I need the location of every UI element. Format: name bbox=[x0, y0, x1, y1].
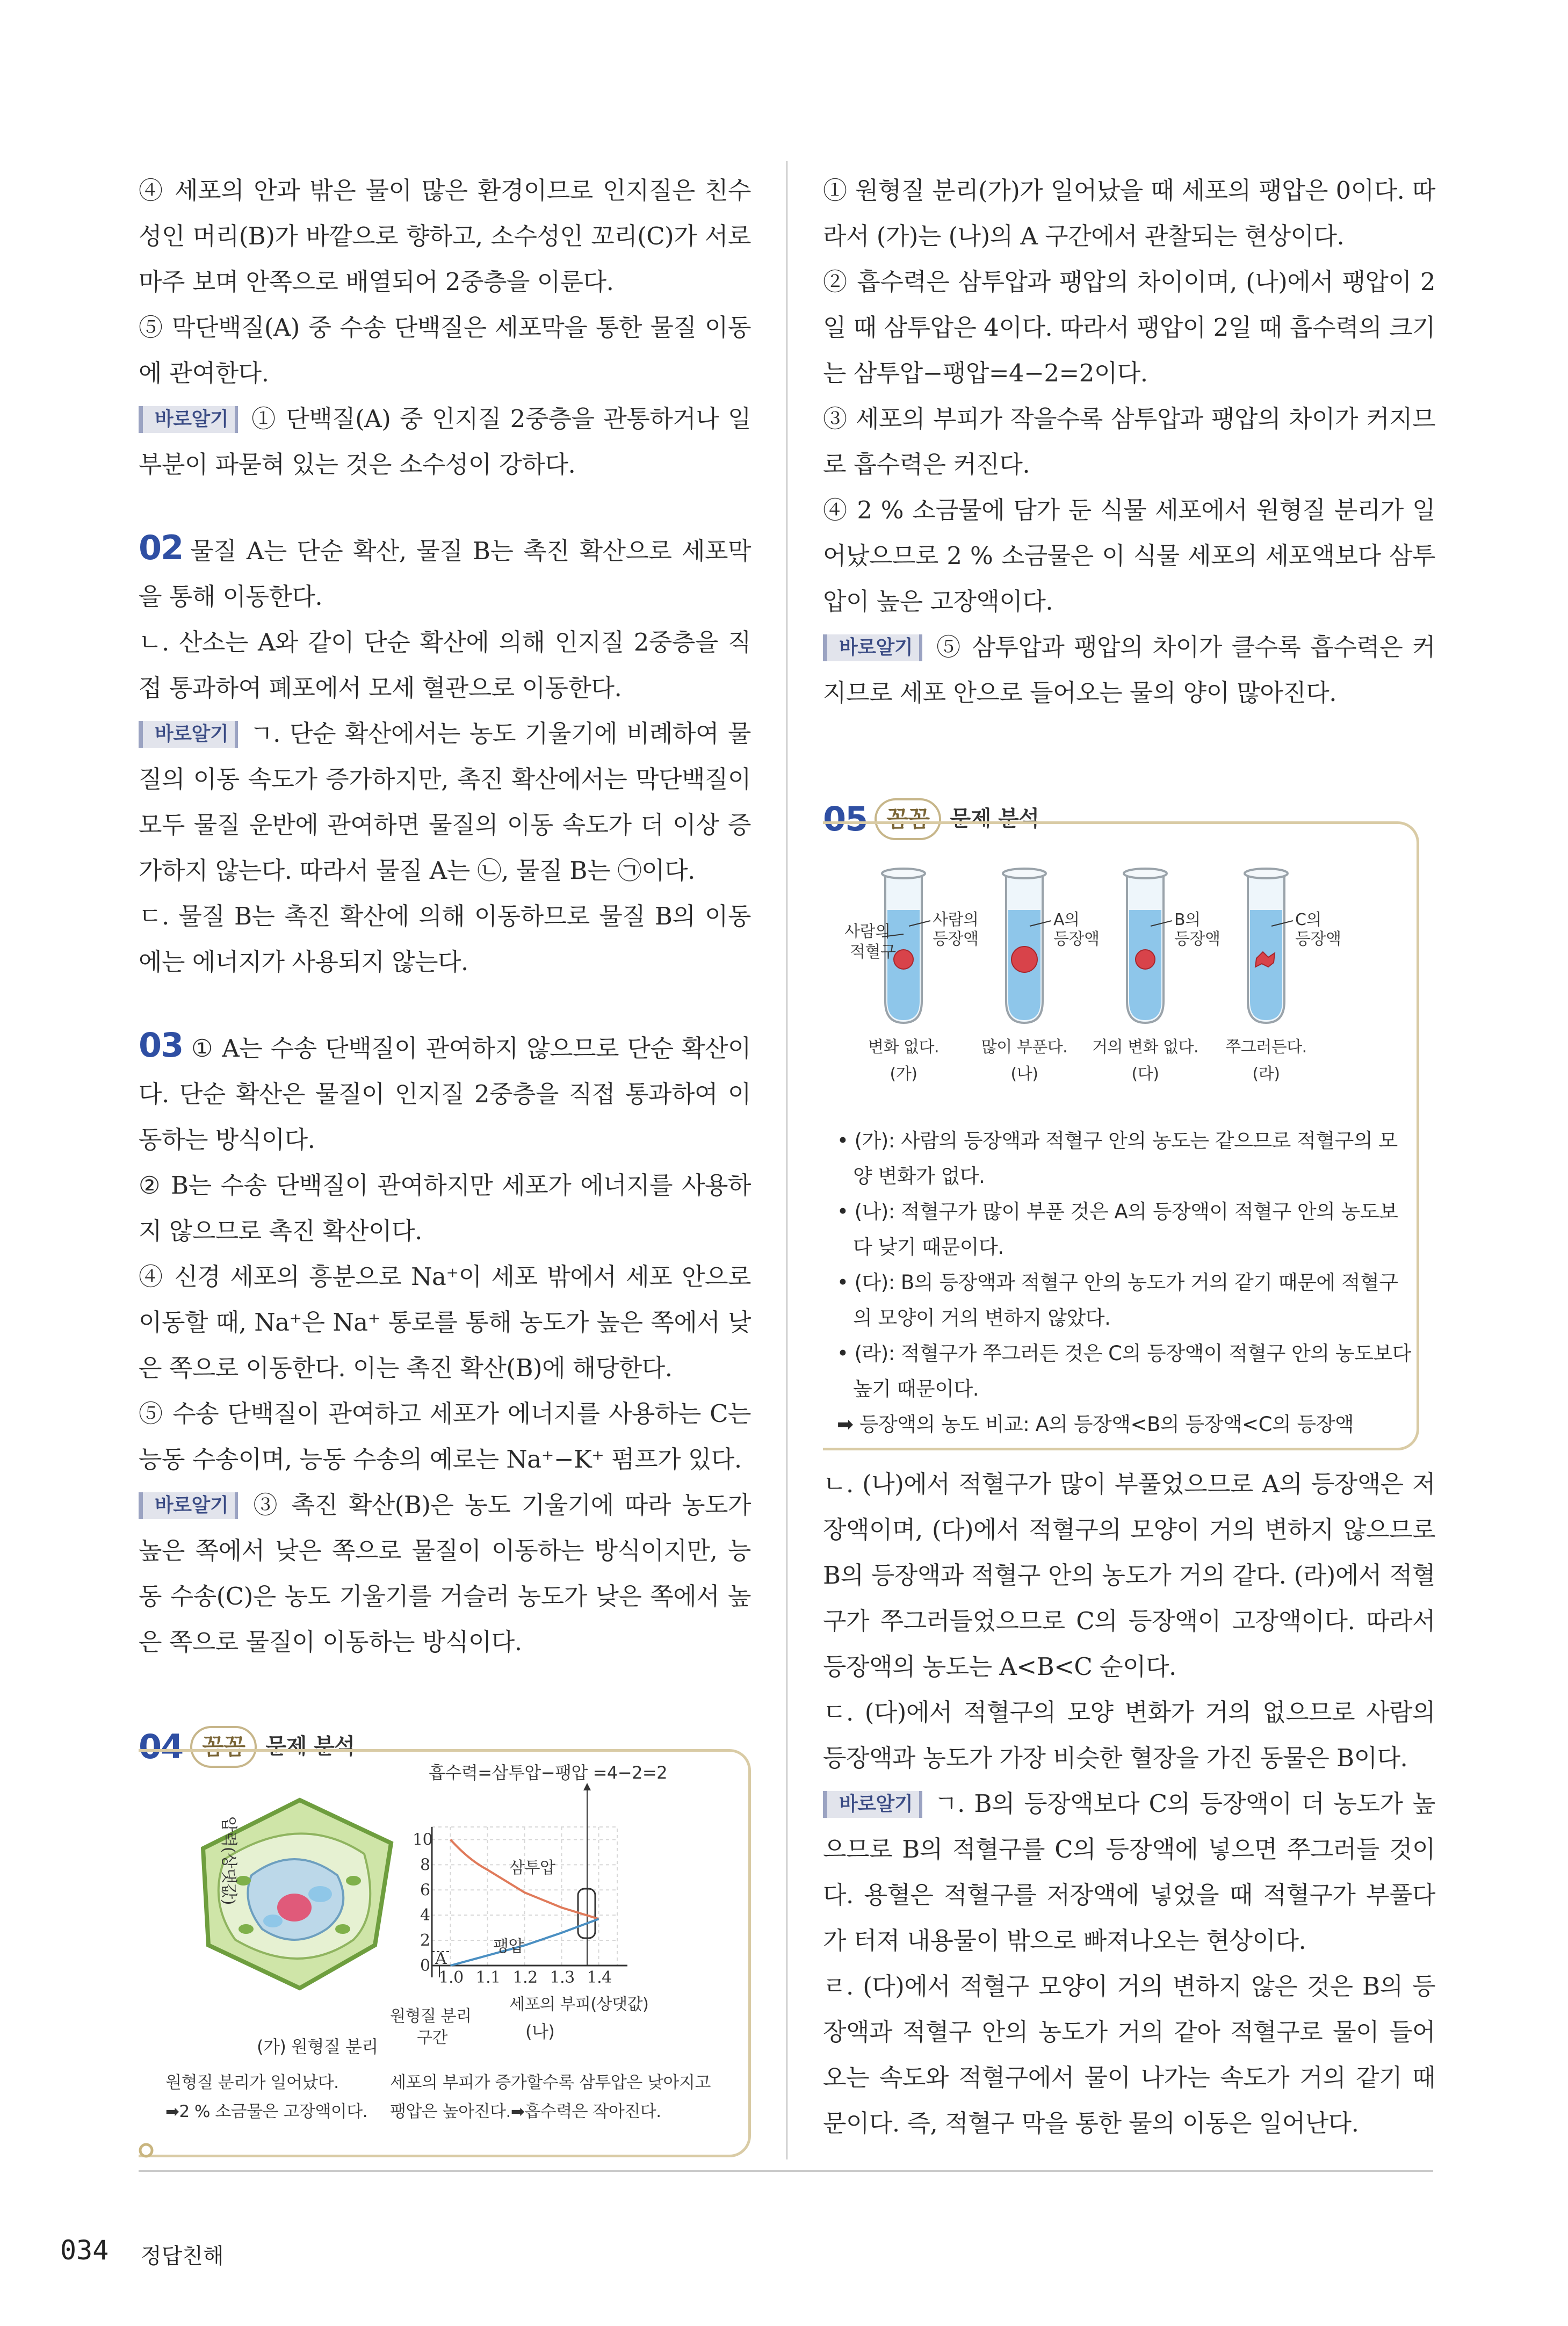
tube-result: 쭈그러든다. bbox=[1225, 1038, 1307, 1057]
y-tick-label: 8 bbox=[420, 1855, 430, 1875]
q02-number: 02 bbox=[139, 528, 183, 567]
plasmolysis-label: 원형질 분리 bbox=[390, 2007, 472, 2026]
correction-tag: 바로알기 bbox=[823, 1791, 922, 1818]
rbc-label: 사람의 적혈구 bbox=[844, 922, 896, 962]
fig-ga-caption: (가) 원형질 분리 bbox=[257, 2036, 378, 2057]
q02-intro bbox=[139, 525, 751, 619]
analysis-title: 문제 분석 bbox=[950, 806, 1039, 831]
solution-label: B의 등장액 bbox=[1174, 911, 1220, 949]
tube-result: 많이 부푼다. bbox=[981, 1038, 1068, 1057]
q03-section bbox=[139, 1022, 751, 1665]
bullet-da: • (다): B의 등장액과 적혈구 안의 농도가 거의 같기 때문에 적혈구의 모양이 거의 변하지 않았다. bbox=[837, 1271, 1398, 1330]
q01-item-5: ⑤ 막단백질(A) 중 수송 단백질은 세포막을 통한 물질 이동에 관여한다. bbox=[139, 313, 751, 387]
tube-label: (라) bbox=[1252, 1065, 1280, 1083]
tube-rim bbox=[882, 869, 925, 878]
left-column bbox=[139, 168, 751, 2157]
note-left-1: 원형질 분리가 일어났다. bbox=[165, 2073, 339, 2092]
y-tick-label: 0 bbox=[420, 1956, 430, 1975]
q05-number: 05 bbox=[823, 799, 868, 839]
box-corner-ornament bbox=[140, 2144, 152, 2156]
bullet-na: • (나): 적혈구가 많이 부푼 것은 A의 등장액이 적혈구 안의 농도보다 낮기 때문이다. bbox=[837, 1200, 1398, 1259]
q03-item-5: ⑤ 수송 단백질이 관여하고 세포가 에너지를 사용하는 C는 능동 수송이며, 능동 수송의 예로는 Na⁺−K⁺ 펌프가 있다. bbox=[139, 1399, 751, 1473]
q02-item-c: ㄷ. 물질 B는 촉진 확산에 의해 이동하므로 물질 B의 이동에는 에너지가 사용되지 않는다. bbox=[139, 902, 751, 976]
solution-label: C의 등장액 bbox=[1295, 911, 1341, 949]
q02-item-b: ㄴ. 산소는 A와 같이 단순 확산에 의해 인지질 2중층을 직접 통과하여 폐포에서 모세 혈관으로 이동한다. bbox=[139, 628, 751, 702]
q01-item-4: ④ 세포의 안과 밖은 물이 많은 환경이므로 인지질은 친수성인 머리(B)가 바깥으로 향하고, 소수성인 꼬리(C)가 서로 마주 보며 안쪽으로 배열되어 2중층을 이룬다. bbox=[139, 176, 751, 296]
x-tick-label: 1.0 bbox=[438, 1968, 464, 1987]
q02-section bbox=[139, 525, 751, 985]
page-number: 034 bbox=[60, 2235, 109, 2266]
q01-correction bbox=[139, 396, 751, 487]
q05-item-d: ㄹ. (다)에서 적혈구 모양이 거의 변하지 않은 것은 B의 등장액과 적혈구 안의 농도가 거의 같아 적혈구로 물이 들어오는 속도와 적혈구에서 물이 나가는 속도가 거의 같기 때문이다. 즉, 적혈구 막을 통한 물의 이동은 일어난다. bbox=[823, 1972, 1435, 2137]
tube-label: (가) bbox=[890, 1065, 917, 1083]
column-divider bbox=[786, 161, 787, 2159]
q03-item-1 bbox=[139, 1022, 751, 1162]
correction-tag: 바로알기 bbox=[139, 1492, 238, 1519]
q05-correction bbox=[823, 1781, 1435, 1963]
x-tick-label: 1.4 bbox=[587, 1968, 612, 1987]
right-column bbox=[823, 168, 1435, 2146]
correction-tag: 바로알기 bbox=[823, 634, 922, 661]
book-title: 정답친해 bbox=[141, 2244, 224, 2269]
q03-item-2: ② B는 수송 단백질이 관여하지만 세포가 에너지를 사용하지 않으므로 촉진 확산이다. bbox=[139, 1171, 751, 1245]
solution-label: 사람의 등장액 bbox=[933, 911, 979, 949]
region-a-label: A bbox=[435, 1949, 447, 1968]
q01-correction-text: ① 단백질(A) 중 인지질 2중층을 관통하거나 일부분이 파묻혀 있는 것은 소수성이 강하다. bbox=[139, 404, 751, 479]
q05-correction-text: ㄱ. B의 등장액보다 C의 등장액이 더 농도가 높으므로 B의 적혈구를 C의 등장액에 넣으면 쭈그러들 것이다. 용혈은 적혈구를 저장액에 넣었을 때 적혈구가 부풀다가 터져 내용물이 밖으로 빠져나오는 현상이다. bbox=[823, 1789, 1435, 1955]
tube-label: (나) bbox=[1010, 1065, 1038, 1083]
q05-analysis-box bbox=[823, 821, 1419, 1450]
tube-label: (다) bbox=[1131, 1065, 1159, 1083]
note-left-2: ➡2 % 소금물은 고장액이다. bbox=[165, 2102, 368, 2121]
x-tick-label: 1.1 bbox=[475, 1968, 501, 1987]
red-blood-cell bbox=[1136, 950, 1155, 969]
tube-rim bbox=[1124, 869, 1167, 878]
absorption-formula: 흡수력=삼투압−팽압 =4−2=2 bbox=[429, 1762, 668, 1783]
correction-tag: 바로알기 bbox=[139, 406, 238, 433]
q03-number: 03 bbox=[139, 1025, 183, 1065]
q04-text-item-2: ② 흡수력은 삼투압과 팽압의 차이이며, (나)에서 팽압이 2일 때 삼투압은 4이다. 따라서 팽압이 2일 때 흡수력의 크기는 삼투압−팽압=4−2=2이다. bbox=[823, 268, 1435, 387]
q04-figure bbox=[139, 1752, 751, 2160]
analysis-title: 문제 분석 bbox=[265, 1734, 355, 1759]
correction-tag: 바로알기 bbox=[139, 721, 238, 748]
tube-result: 거의 변화 없다. bbox=[1092, 1038, 1198, 1057]
test-tube bbox=[1225, 869, 1341, 1083]
y-tick-label: 4 bbox=[420, 1906, 430, 1925]
q04-correction bbox=[823, 624, 1435, 716]
fig-na-caption: (나) bbox=[525, 2021, 555, 2042]
q03-correction bbox=[139, 1482, 751, 1665]
y-axis-label: 압력(상댓값) bbox=[219, 1816, 238, 1905]
y-tick-label: 2 bbox=[420, 1931, 430, 1951]
footer-rule bbox=[139, 2170, 1433, 2172]
bullet-ga: • (가): 사람의 등장액과 적혈구 안의 농도는 같으므로 적혈구의 모양 변화가 없다. bbox=[837, 1129, 1398, 1188]
osmotic-label: 삼투압 bbox=[509, 1859, 555, 1877]
q03-correction-text: ③ 촉진 확산(B)은 농도 기울기에 따라 농도가 높은 쪽에서 낮은 쪽으로 물질이 이동하는 방식이지만, 능동 수송(C)은 농도 기울기를 거슬러 농도가 낮은 쪽에서 높은 쪽으로 물질이 이동하는 방식이다. bbox=[139, 1491, 751, 1656]
q05-bullets bbox=[834, 1123, 1411, 1442]
bullet-ra: • (라): 적혈구가 쭈그러든 것은 C의 등장액이 적혈구 안의 농도보다 높기 때문이다. bbox=[837, 1342, 1411, 1400]
q02-correction-text: ㄱ. 단순 확산에서는 농도 기울기에 비례하여 물질의 이동 속도가 증가하지만, 촉진 확산에서는 막단백질이 모두 물질 운반에 관여하면 물질의 이동 속도가 더 이상 증가하지 않는다. 따라서 물질 A는 ㉡, 물질 B는 ㉠이다. bbox=[139, 719, 751, 885]
test-tube-figure bbox=[834, 867, 1403, 1093]
kkomkkom-badge: 꼼꼼 bbox=[190, 1726, 257, 1768]
q03-item-1-text: ① A는 수송 단백질이 관여하지 않으므로 단순 확산이다. 단순 확산은 물질이 인지질 2중층을 직접 통과하여 이동하는 방식이다. bbox=[139, 1034, 751, 1154]
x-tick-label: 1.2 bbox=[512, 1968, 538, 1987]
x-tick-label: 1.3 bbox=[550, 1968, 575, 1987]
q04-number: 04 bbox=[139, 1727, 183, 1766]
section-label: 구간 bbox=[417, 2028, 447, 2047]
test-tube bbox=[1092, 869, 1220, 1083]
test-tube bbox=[868, 869, 978, 1083]
q04-correction-text: ⑤ 삼투압과 팽압의 차이가 클수록 흡수력은 커지므로 세포 안으로 들어오는 물의 양이 많아진다. bbox=[823, 633, 1435, 707]
q02-intro-text: 물질 A는 단순 확산, 물질 B는 촉진 확산으로 세포막을 통해 이동한다. bbox=[139, 537, 751, 611]
q04-analysis-box bbox=[139, 1749, 751, 2157]
note-right-2: 팽압은 높아진다.➡흡수력은 작아진다. bbox=[390, 2102, 661, 2121]
q02-correction bbox=[139, 711, 751, 893]
q05-item-c: ㄷ. (다)에서 적혈구의 모양 변화가 거의 없으므로 사람의 등장액과 농도가 가장 비슷한 혈장을 가진 동물은 B이다. bbox=[823, 1698, 1435, 1772]
tube-result: 변화 없다. bbox=[868, 1038, 939, 1057]
q05-item-b: ㄴ. (나)에서 적혈구가 많이 부풀었으므로 A의 등장액은 저장액이며, (다)에서 적혈구의 모양이 거의 변하지 않으므로 B의 등장액과 적혈구 안의 농도가 거의 같다. (라)에서 적혈구가 쭈그러들었으므로 C의 등장액이 고장액이다. 따라서 등장액의 농도는 A<B<C 순이다. bbox=[823, 1470, 1435, 1681]
tube-rim bbox=[1245, 869, 1288, 878]
test-tube bbox=[981, 869, 1100, 1083]
note-right-1: 세포의 부피가 증가할수록 삼투압은 낮아지고 bbox=[390, 2073, 711, 2092]
x-axis-label: 세포의 부피(상댓값) bbox=[509, 1995, 649, 2014]
turgor-marker-arrow bbox=[583, 1783, 591, 1790]
q04-text-item-4: ④ 2 % 소금물에 담가 둔 식물 세포에서 원형질 분리가 일어났으므로 2 % 소금물은 이 식물 세포의 세포액보다 삼투압이 높은 고장액이다. bbox=[823, 496, 1435, 616]
test-tubes bbox=[868, 869, 1341, 1083]
q04-text-item-3: ③ 세포의 부피가 작을수록 삼투압과 팽압의 차이가 커지므로 흡수력은 커진다. bbox=[823, 404, 1435, 479]
q04-text-item-1: ① 원형질 분리(가)가 일어났을 때 세포의 팽압은 0이다. 따라서 (가)는 (나)의 A 구간에서 관찰되는 현상이다. bbox=[823, 176, 1435, 250]
red-blood-cell bbox=[1011, 947, 1037, 972]
kkomkkom-badge: 꼼꼼 bbox=[875, 798, 941, 840]
turgor-label: 팽압 bbox=[493, 1937, 524, 1956]
tube-rim bbox=[1003, 869, 1046, 878]
solution-label: A의 등장액 bbox=[1053, 911, 1100, 949]
q03-item-4: ④ 신경 세포의 흥분으로 Na⁺이 세포 밖에서 세포 안으로 이동할 때, Na⁺은 Na⁺ 통로를 통해 농도가 높은 쪽에서 낮은 쪽으로 이동한다. 이는 촉진 확산(B)에 해당한다. bbox=[139, 1262, 751, 1382]
red-blood-cell bbox=[894, 950, 913, 969]
y-tick-label: 10 bbox=[413, 1830, 433, 1850]
y-tick-label: 6 bbox=[420, 1881, 430, 1900]
concentration-comparison: ➡ 등장액의 농도 비교: A의 등장액<B의 등장액<C의 등장액 bbox=[837, 1413, 1354, 1436]
